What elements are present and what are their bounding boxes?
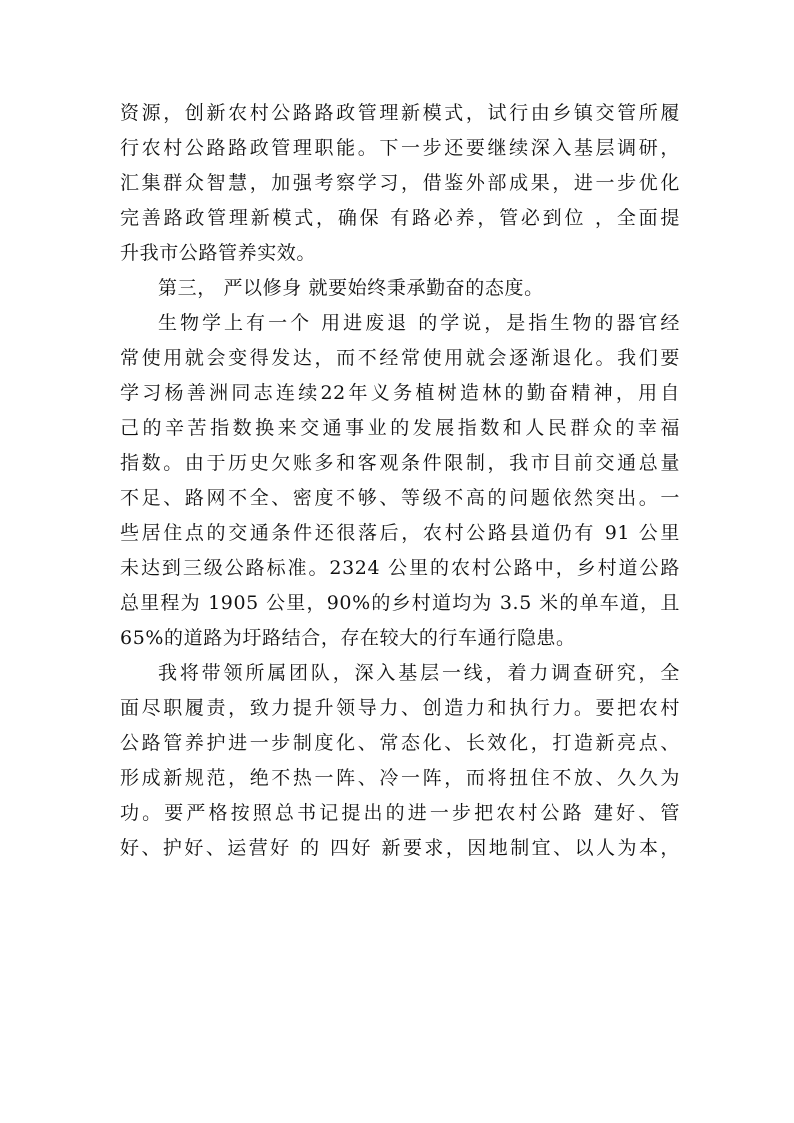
paragraph [120, 96, 680, 271]
text-line: 资源，创新农村公路路政管理新模式，试行由乡镇交管所履 [120, 102, 680, 124]
text-line: 学习杨善洲同志连续22年义务植树造林的勤奋精神，用自 [120, 382, 680, 404]
text-line: 好、护好、运营好 的 四好 新要求，因地制宜、以人为本， [120, 837, 680, 859]
document-body [120, 96, 680, 866]
text-line: 汇集群众智慧，加强考察学习，借鉴外部成果，进一步优化 [120, 172, 680, 194]
text-line: 生物学上有一个 用进废退 的学说，是指生物的器官经 [158, 312, 680, 334]
paragraph [120, 271, 680, 306]
text-line: 不足、路网不全、密度不够、等级不高的问题依然突出。一 [120, 487, 680, 509]
text-line: 面尽职履责，致力提升领导力、创造力和执行力。要把农村 [120, 697, 680, 719]
text-line: 升我市公路管养实效。 [120, 242, 317, 264]
paragraph [120, 306, 680, 656]
text-line: 未达到三级公路标准。2324 公里的农村公路中，乡村道公路 [120, 557, 680, 579]
text-line: 行农村公路路政管理职能。下一步还要继续深入基层调研， [120, 137, 680, 159]
text-line: 完善路政管理新模式，确保 有路必养，管必到位 ，全面提 [120, 207, 680, 229]
text-line: 第三， 严以修身 就要始终秉承勤奋的态度。 [158, 277, 544, 299]
text-line: 公路管养护进一步制度化、常态化、长效化，打造新亮点、 [120, 732, 680, 754]
text-line: 常使用就会变得发达，而不经常使用就会逐渐退化。我们要 [120, 347, 680, 369]
text-line: 些居住点的交通条件还很落后，农村公路县道仍有 91 公里 [120, 522, 680, 544]
text-line: 指数。由于历史欠账多和客观条件限制，我市目前交通总量 [120, 452, 680, 474]
text-line: 65%的道路为圩路结合，存在较大的行车通行隐患。 [120, 627, 576, 649]
paragraph [120, 656, 680, 866]
text-line: 功。要严格按照总书记提出的进一步把农村公路 建好、管 [120, 802, 680, 824]
text-line: 形成新规范，绝不热一阵、冷一阵，而将扭住不放、久久为 [120, 767, 680, 789]
text-line: 总里程为 1905 公里，90%的乡村道均为 3.5 米的单车道，且 [120, 592, 680, 614]
text-line: 我将带领所属团队，深入基层一线，着力调查研究，全 [158, 662, 680, 684]
text-line: 己的辛苦指数换来交通事业的发展指数和人民群众的幸福 [120, 417, 680, 439]
